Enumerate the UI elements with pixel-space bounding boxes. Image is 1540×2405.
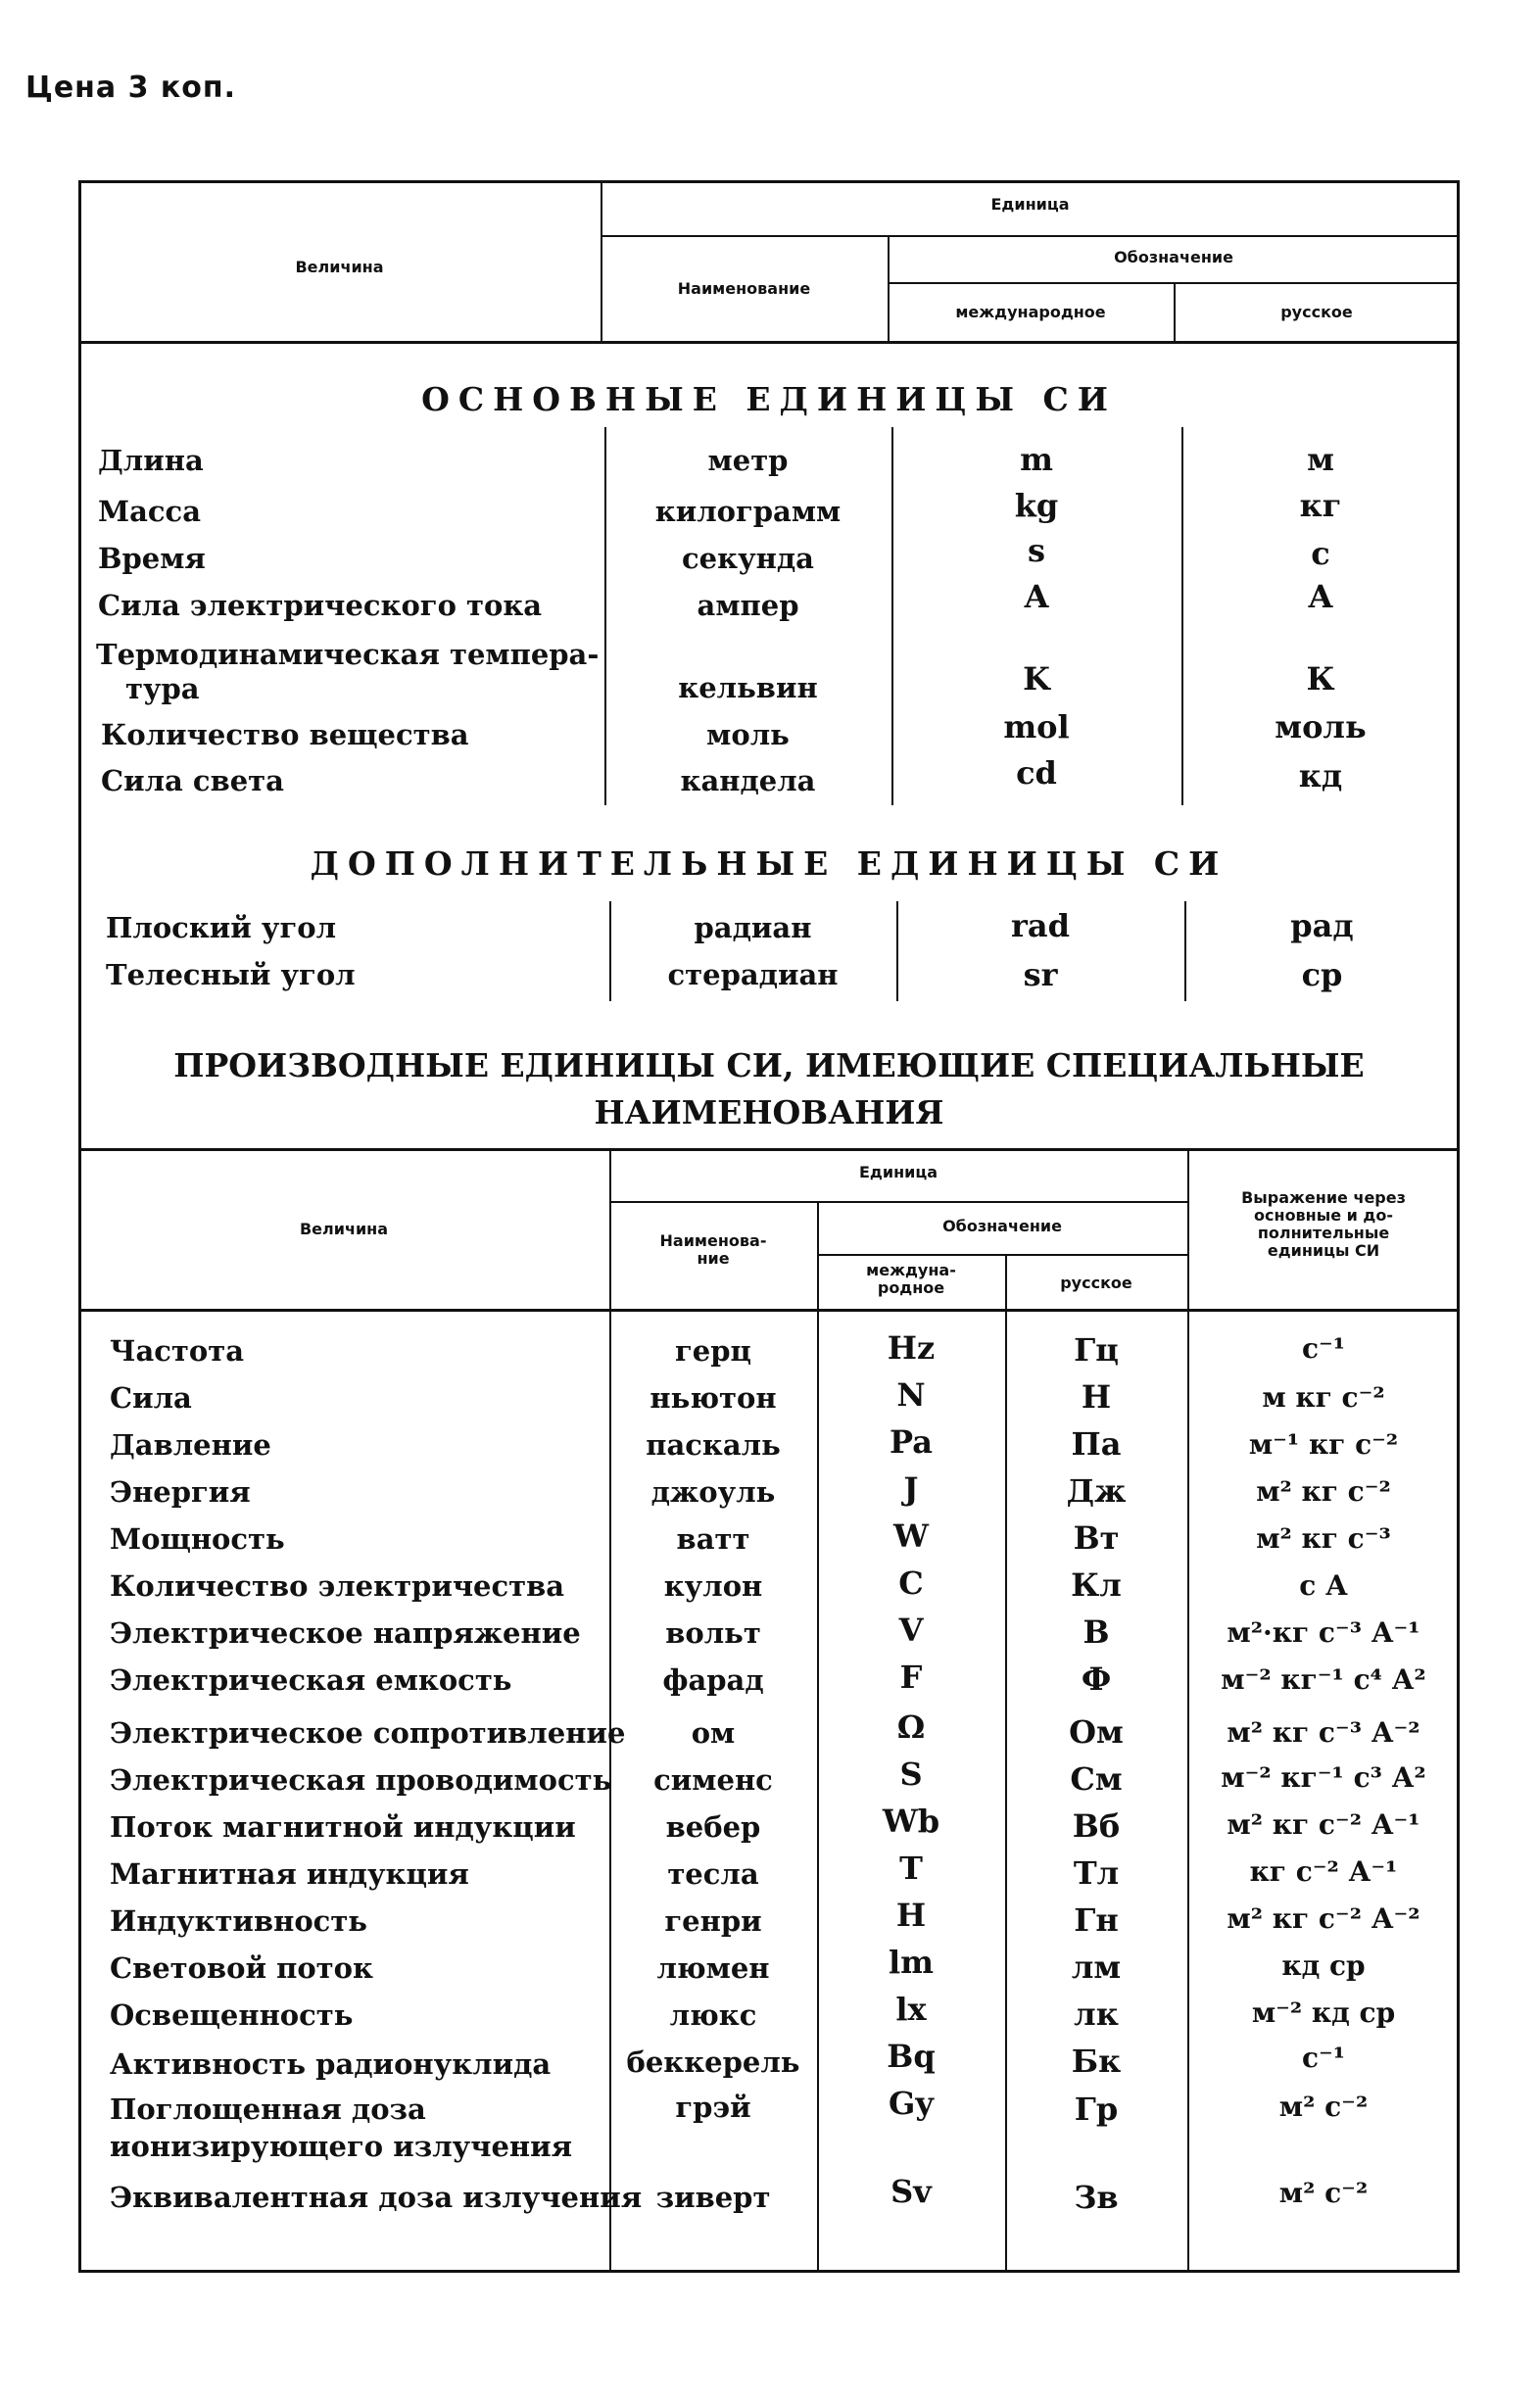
unit-name: джоуль [650, 1475, 776, 1509]
price-label: Цена 3 коп. [25, 71, 237, 105]
header-russian: русское [1280, 303, 1353, 321]
si-expression: м⁻² кг⁻¹ с⁴ А² [1221, 1663, 1426, 1696]
symbol-international: F [899, 1659, 923, 1696]
si-expression: с А [1299, 1569, 1348, 1602]
symbol-international: mol [1003, 708, 1070, 746]
section-title-supplementary: ДОПОЛНИТЕЛЬНЫЕ ЕДИНИЦЫ СИ [310, 844, 1228, 883]
quantity-name: Поток магнитной индукции [110, 1810, 576, 1844]
unit-name: кулон [663, 1569, 763, 1603]
unit-name: кельвин [678, 671, 818, 704]
quantity-name: Освещенность [110, 1998, 354, 2032]
si-expression: с⁻¹ [1301, 1332, 1346, 1365]
symbol-international: Wb [882, 1803, 940, 1840]
header-divider [817, 1254, 1187, 1256]
quantity-name: Мощность [110, 1522, 285, 1556]
unit-name: люмен [656, 1951, 770, 1985]
quantity-name: Термодинамическая темпера- [96, 638, 600, 671]
symbol-international: Gy [889, 2085, 934, 2122]
symbol-russian: Зв [1074, 2179, 1119, 2216]
si-expression: с⁻¹ [1301, 2042, 1346, 2074]
si-expression: м⁻² кд ср [1251, 1996, 1396, 2029]
derived-header-designation: Обозначение [942, 1217, 1062, 1235]
symbol-international: m [1020, 441, 1053, 478]
si-expression: кд ср [1281, 1949, 1366, 1982]
quantity-name: Магнитная индукция [110, 1857, 469, 1891]
symbol-russian: кд [1298, 757, 1343, 794]
quantity-name: Эквивалентная доза излучения [110, 2181, 643, 2214]
unit-name: метр [707, 444, 789, 477]
quantity-name: Индуктивность [110, 1904, 367, 1938]
symbol-russian: А [1307, 578, 1334, 615]
quantity-name: Электрическое напряжение [110, 1616, 581, 1650]
derived-header-quantity: Величина [299, 1220, 389, 1238]
unit-name: грэй [675, 2091, 751, 2124]
symbol-international: K [1023, 660, 1050, 697]
column-divider [891, 427, 893, 805]
symbol-russian: Ф [1081, 1660, 1112, 1698]
unit-name: радиан [694, 911, 812, 944]
si-expression: м²·кг с⁻³ А⁻¹ [1227, 1616, 1420, 1649]
unit-name: моль [706, 718, 790, 751]
section-title-derived-line2: НАИМЕНОВАНИЯ [594, 1093, 944, 1131]
quantity-name: Активность радионуклида [110, 2047, 552, 2081]
quantity-name: Сила света [101, 764, 284, 797]
symbol-international: J [903, 1470, 919, 1508]
si-expression: м² кг с⁻² [1256, 1475, 1391, 1508]
quantity-name-continued: тура [125, 672, 200, 705]
header-international: международное [955, 303, 1106, 321]
quantity-name: Масса [98, 495, 201, 528]
symbol-russian: См [1070, 1760, 1123, 1798]
derived-header-international: междуна- родное [866, 1261, 956, 1297]
unit-name: беккерель [626, 2045, 800, 2079]
derived-header-top-rule [78, 1148, 1460, 1151]
symbol-russian: Гр [1074, 2091, 1119, 2128]
si-expression: м² кг с⁻² А⁻² [1227, 1902, 1420, 1935]
symbol-international: Hz [887, 1329, 936, 1367]
symbol-russian: Па [1071, 1425, 1122, 1463]
symbol-international: Pa [890, 1423, 933, 1461]
symbol-russian: лм [1071, 1948, 1122, 1986]
quantity-name: Электрическая емкость [110, 1663, 512, 1697]
symbol-international: Bq [887, 2038, 936, 2075]
symbol-russian: Дж [1066, 1472, 1127, 1510]
symbol-russian: лк [1074, 1996, 1119, 2033]
si-expression: м⁻² кг⁻¹ с³ А² [1221, 1761, 1426, 1794]
quantity-name: Длина [98, 444, 204, 477]
symbol-russian: Гц [1074, 1331, 1119, 1369]
header-divider [609, 1201, 1187, 1203]
quantity-name: Телесный угол [106, 958, 356, 991]
unit-name: ампер [697, 589, 799, 622]
symbol-international: T [899, 1850, 923, 1887]
si-expression: м² с⁻² [1278, 2091, 1369, 2123]
unit-name: кандела [680, 764, 816, 797]
symbol-russian: Гн [1074, 1901, 1119, 1939]
section-title-derived [78, 1042, 1460, 1136]
si-expression: м² кг с⁻³ А⁻² [1227, 1716, 1420, 1749]
symbol-russian: кг [1299, 487, 1342, 524]
quantity-name-continued: ионизирующего излучения [110, 2130, 573, 2163]
quantity-name: Сила электрического тока [98, 589, 543, 622]
symbol-international: C [898, 1564, 924, 1602]
quantity-name: Плоский угол [106, 911, 337, 944]
symbol-international: sr [1023, 956, 1058, 993]
quantity-name: Электрическое сопротивление [110, 1716, 626, 1750]
symbol-international: Sv [890, 2173, 932, 2210]
header-designation: Обозначение [1114, 248, 1233, 266]
symbol-international: s [1027, 532, 1045, 569]
quantity-name: Количество электричества [110, 1569, 565, 1603]
unit-name: вебер [665, 1810, 761, 1844]
header-name: Наименование [677, 279, 811, 298]
symbol-russian: Вт [1073, 1519, 1120, 1557]
quantity-name: Давление [110, 1428, 271, 1462]
symbol-international: cd [1016, 754, 1057, 792]
derived-header-russian: русское [1060, 1274, 1132, 1292]
unit-name: герц [675, 1334, 751, 1368]
unit-name: ом [691, 1716, 736, 1750]
header-bottom-rule [78, 341, 1460, 344]
si-expression: м кг с⁻² [1262, 1381, 1385, 1414]
symbol-russian: Кл [1071, 1566, 1122, 1604]
quantity-name: Световой поток [110, 1951, 373, 1985]
symbol-international: S [899, 1756, 923, 1793]
symbol-international: A [1024, 578, 1049, 615]
unit-name: стерадиан [667, 958, 839, 991]
symbol-international: H [895, 1897, 927, 1934]
symbol-russian: Бк [1071, 2043, 1122, 2080]
unit-name: генри [664, 1904, 762, 1938]
symbol-russian: ср [1301, 956, 1343, 993]
derived-header-expression: Выражение через основные и до- полнительные единицы СИ [1241, 1188, 1406, 1260]
quantity-name: Время [98, 542, 206, 575]
si-expression: м² кг с⁻³ [1256, 1522, 1391, 1555]
unit-name: килограмм [654, 495, 842, 528]
unit-name: тесла [667, 1857, 759, 1891]
unit-name: люкс [669, 1998, 757, 2032]
quantity-name: Поглощенная доза [110, 2092, 426, 2126]
symbol-international: V [898, 1611, 924, 1649]
symbol-russian: К [1306, 660, 1335, 697]
symbol-international: kg [1014, 487, 1059, 524]
symbol-international: lx [895, 1991, 927, 2028]
quantity-name: Сила [110, 1381, 192, 1415]
symbol-russian: м [1307, 441, 1334, 478]
quantity-name: Количество вещества [101, 718, 469, 751]
symbol-international: lm [888, 1944, 934, 1981]
unit-name: ватт [676, 1522, 750, 1556]
symbol-russian: с [1311, 535, 1330, 572]
symbol-russian: Н [1081, 1378, 1112, 1416]
symbol-russian: Тл [1073, 1854, 1120, 1892]
unit-name: зиверт [655, 2181, 771, 2214]
symbol-russian: В [1083, 1613, 1110, 1651]
quantity-name: Энергия [110, 1475, 251, 1509]
symbol-russian: Вб [1072, 1807, 1121, 1845]
derived-header-bottom-rule [78, 1309, 1460, 1312]
header-divider [601, 235, 1460, 237]
unit-name: ньютон [650, 1381, 777, 1415]
unit-name: сименс [653, 1763, 773, 1797]
symbol-international: W [893, 1517, 929, 1555]
unit-name: секунда [682, 542, 814, 575]
symbol-russian: рад [1290, 907, 1354, 944]
derived-header-name: Наименова- ние [659, 1231, 767, 1268]
symbol-international: rad [1011, 907, 1070, 944]
section-title-derived-line1: ПРОИЗВОДНЫЕ ЕДИНИЦЫ СИ, ИМЕЮЩИЕ СПЕЦИАЛЬНЫЕ [173, 1046, 1365, 1084]
si-expression: кг с⁻² А⁻¹ [1249, 1855, 1398, 1888]
unit-name: вольт [665, 1616, 761, 1650]
symbol-international: Ω [896, 1708, 926, 1746]
quantity-name: Частота [110, 1334, 244, 1368]
column-divider [1181, 427, 1183, 805]
si-expression: м² кг с⁻² А⁻¹ [1227, 1808, 1420, 1841]
header-unit: Единица [990, 195, 1070, 214]
symbol-russian: моль [1275, 708, 1367, 746]
unit-name: фарад [662, 1663, 764, 1697]
unit-name: паскаль [646, 1428, 781, 1462]
header-quantity: Величина [295, 258, 384, 276]
quantity-name: Электрическая проводимость [110, 1763, 612, 1797]
si-expression: м⁻¹ кг с⁻² [1248, 1428, 1399, 1461]
section-title-base: ОСНОВНЫЕ ЕДИНИЦЫ СИ [421, 380, 1117, 418]
symbol-russian: Ом [1069, 1713, 1124, 1751]
symbol-international: N [896, 1376, 926, 1414]
si-expression: м² с⁻² [1278, 2177, 1369, 2209]
derived-header-unit: Единица [859, 1163, 938, 1181]
